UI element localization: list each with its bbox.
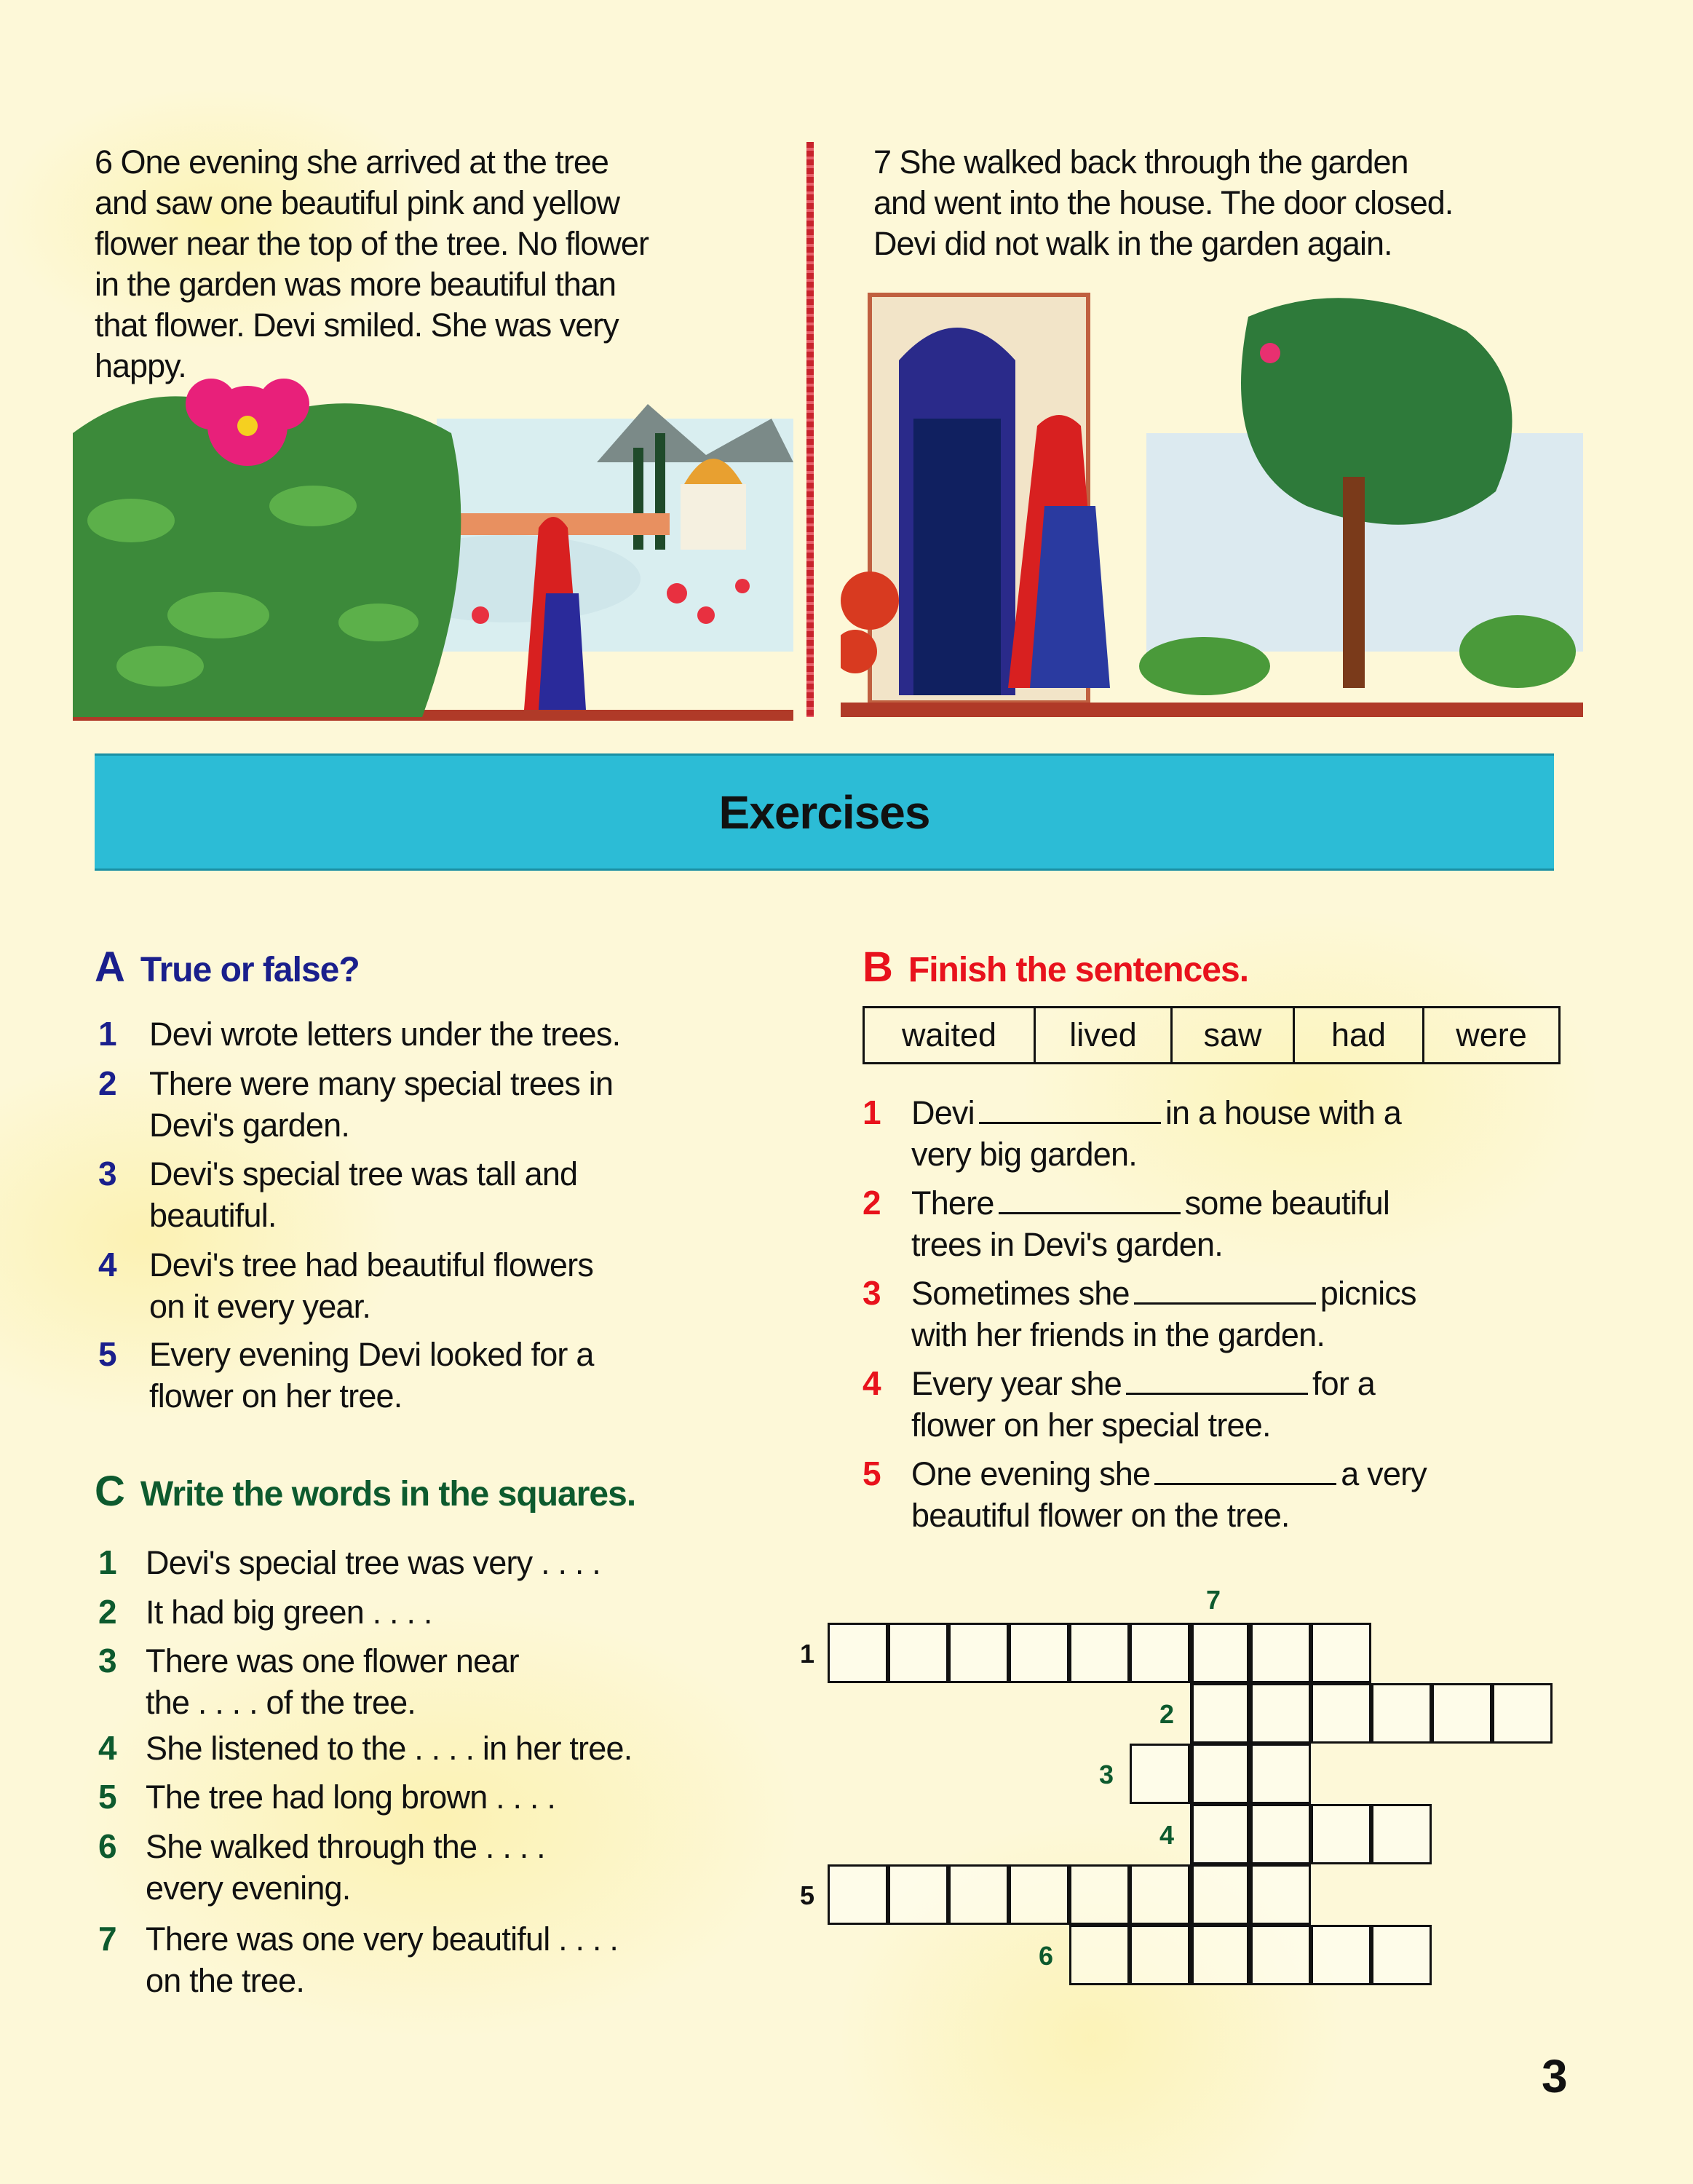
story-line: happy. (95, 347, 186, 384)
story-line: Devi did not walk in the garden again. (873, 225, 1392, 262)
illustration-devi-tree-flower (73, 375, 793, 721)
crossword-cell[interactable] (1311, 1925, 1371, 1985)
item-text: She listened to the . . . . in her tree. (146, 1730, 633, 1767)
clue-number: 6 (1039, 1941, 1054, 1971)
clue-number: 4 (1159, 1820, 1175, 1850)
sentence-line-1 (911, 1092, 1401, 1133)
item-text: flower on her tree. (149, 1377, 403, 1415)
item-number: 5 (98, 1778, 116, 1816)
sentence-line-2: very big garden. (911, 1136, 1137, 1173)
clue-number: 2 (1159, 1699, 1175, 1729)
word-option: waited (865, 1008, 1036, 1062)
item-number: 3 (98, 1155, 116, 1192)
item-text: on the tree. (146, 1962, 305, 1999)
item-text: Devi's special tree was tall and (149, 1155, 578, 1192)
item-number: 5 (863, 1455, 881, 1492)
clue-number: 3 (1099, 1760, 1114, 1789)
clue-number: 5 (800, 1880, 815, 1910)
crossword-cell[interactable] (1190, 1683, 1250, 1744)
answer-blank[interactable] (1154, 1461, 1336, 1485)
story-line: in the garden was more beautiful than (95, 266, 616, 303)
crossword-cell[interactable] (1130, 1744, 1190, 1804)
crossword-cell[interactable] (1371, 1925, 1432, 1985)
crossword-cell[interactable] (1311, 1683, 1371, 1744)
item-number: 2 (98, 1064, 116, 1102)
crossword-cell[interactable] (1250, 1744, 1311, 1804)
crossword-cell[interactable] (1371, 1683, 1432, 1744)
crossword-cell[interactable] (888, 1623, 948, 1683)
item-number: 3 (863, 1274, 881, 1312)
word-box (863, 1006, 1561, 1064)
word-option: were (1456, 1016, 1527, 1053)
section-b-letter: B (863, 943, 892, 991)
sentence-after: picnics (1320, 1275, 1416, 1312)
section-a-title: True or false? (140, 951, 360, 989)
word-option: had (1295, 1008, 1424, 1062)
sentence-before: Every year she (911, 1365, 1122, 1402)
sentence-before: Sometimes she (911, 1275, 1130, 1312)
crossword-cell[interactable] (1311, 1623, 1371, 1683)
sentence-after: for a (1312, 1365, 1375, 1402)
crossword-cell[interactable] (1130, 1864, 1190, 1925)
sentence-line-2: beautiful flower on the tree. (911, 1497, 1290, 1534)
crossword-cell[interactable] (1130, 1623, 1190, 1683)
crossword-cell[interactable] (1069, 1623, 1130, 1683)
item-text: The tree had long brown . . . . (146, 1779, 556, 1816)
item-text: There was one flower near (146, 1642, 519, 1679)
answer-blank[interactable] (999, 1190, 1181, 1214)
word-option: lived (1036, 1008, 1173, 1062)
crossword-cell[interactable] (1009, 1864, 1069, 1925)
crossword-cell[interactable] (1009, 1623, 1069, 1683)
column-divider (806, 142, 814, 717)
story-paragraph-7 (873, 142, 1453, 264)
item-number: 1 (98, 1015, 116, 1053)
item-number: 1 (98, 1543, 116, 1581)
sentence-after: some beautiful (1184, 1184, 1390, 1222)
item-number: 7 (98, 1920, 116, 1958)
exercises-title: Exercises (718, 786, 930, 839)
item-text: on it every year. (149, 1288, 371, 1325)
crossword-cell[interactable] (948, 1864, 1009, 1925)
section-c-letter: C (95, 1468, 124, 1515)
crossword-cell[interactable] (828, 1864, 888, 1925)
crossword-cell[interactable] (1190, 1925, 1250, 1985)
crossword-cell[interactable] (1371, 1804, 1432, 1864)
story-line: that flower. Devi smiled. She was very (95, 306, 619, 344)
crossword-cell[interactable] (1492, 1683, 1553, 1744)
sentence-line-2: trees in Devi's garden. (911, 1226, 1223, 1263)
story-line: and went into the house. The door closed. (873, 184, 1454, 221)
item-number: 2 (863, 1184, 881, 1222)
illustration-devi-leaving-garden (841, 288, 1583, 721)
section-c-title: Write the words in the squares. (140, 1475, 636, 1514)
crossword-cell[interactable] (948, 1623, 1009, 1683)
item-text: the . . . . of the tree. (146, 1684, 416, 1721)
crossword-cell[interactable] (1250, 1683, 1311, 1744)
item-text: beautiful. (149, 1197, 277, 1234)
sentence-line-1 (911, 1453, 1427, 1495)
item-text: Every evening Devi looked for a (149, 1336, 594, 1373)
sentence-line-1 (911, 1182, 1389, 1224)
item-text: every evening. (146, 1870, 351, 1907)
sentence-line-2: with her friends in the garden. (911, 1316, 1325, 1353)
story-line: flower near the top of the tree. No flower (95, 225, 649, 262)
clue-number: 7 (1206, 1585, 1221, 1615)
item-number: 5 (98, 1335, 116, 1373)
answer-blank[interactable] (1134, 1281, 1316, 1305)
crossword-cell[interactable] (888, 1864, 948, 1925)
section-c-heading (95, 1467, 635, 1516)
story-line: 6 One evening she arrived at the tree (95, 143, 608, 181)
crossword-cell[interactable] (1250, 1623, 1311, 1683)
item-text: She walked through the . . . . (146, 1828, 545, 1865)
crossword-cell[interactable] (1190, 1744, 1250, 1804)
clue-number: 1 (800, 1639, 815, 1669)
story-line: 7 She walked back through the garden (873, 143, 1408, 181)
story-line: and saw one beautiful pink and yellow (95, 184, 620, 221)
sentence-line-2: flower on her special tree. (911, 1406, 1271, 1444)
sentence-after: a very (1341, 1455, 1427, 1492)
word-option: saw (1173, 1008, 1295, 1062)
section-b-heading (863, 943, 1248, 992)
answer-blank[interactable] (1126, 1371, 1308, 1395)
item-text: There were many special trees in (149, 1065, 614, 1102)
story-paragraph-6 (95, 142, 649, 387)
crossword-cell[interactable] (1190, 1623, 1250, 1683)
item-text: Devi's garden. (149, 1107, 350, 1144)
crossword-cell[interactable] (1250, 1925, 1311, 1985)
crossword-cell[interactable] (828, 1623, 888, 1683)
exercises-banner (95, 753, 1554, 871)
item-text: It had big green . . . . (146, 1594, 432, 1631)
crossword-cell[interactable] (1311, 1804, 1371, 1864)
sentence-line-1 (911, 1273, 1416, 1314)
item-text: Devi's tree had beautiful flowers (149, 1246, 594, 1283)
page-number: 3 (1542, 2050, 1568, 2102)
item-text: Devi's special tree was very . . . . (146, 1544, 600, 1581)
section-a-letter: A (95, 943, 124, 991)
item-number: 3 (98, 1642, 116, 1679)
item-number: 6 (98, 1827, 116, 1865)
item-number: 4 (98, 1729, 116, 1767)
item-number: 4 (98, 1246, 116, 1283)
sentence-before: One evening she (911, 1455, 1151, 1492)
item-text: There was one very beautiful . . . . (146, 1920, 619, 1958)
crossword-cell[interactable] (1190, 1804, 1250, 1864)
crossword-cell[interactable] (1190, 1864, 1250, 1925)
sentence-before: Devi (911, 1094, 975, 1131)
sentence-after: in a house with a (1165, 1094, 1401, 1131)
item-number: 1 (863, 1093, 881, 1131)
crossword-cell[interactable] (1250, 1804, 1311, 1864)
crossword-cell[interactable] (1069, 1925, 1130, 1985)
crossword-cell[interactable] (1432, 1683, 1492, 1744)
sentence-before: There (911, 1184, 994, 1222)
item-text: Devi wrote letters under the trees. (149, 1016, 621, 1053)
section-a-heading (95, 943, 360, 992)
answer-blank[interactable] (979, 1100, 1161, 1124)
item-number: 4 (863, 1364, 881, 1402)
crossword-cell[interactable] (1130, 1925, 1190, 1985)
section-b-title: Finish the sentences. (908, 951, 1249, 989)
crossword-cell[interactable] (1069, 1864, 1130, 1925)
item-number: 2 (98, 1593, 116, 1631)
sentence-line-1 (911, 1363, 1375, 1404)
crossword-cell[interactable] (1250, 1864, 1311, 1925)
